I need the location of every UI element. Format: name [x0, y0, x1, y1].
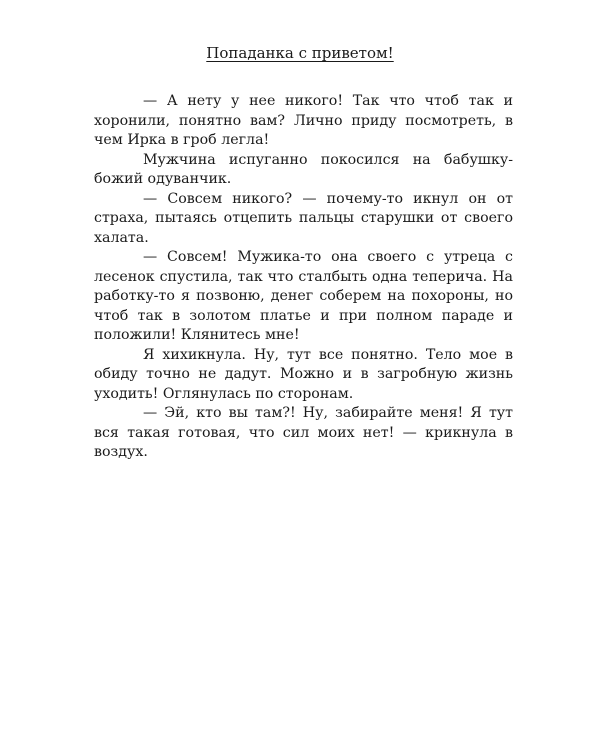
paragraph-2: Мужчина испуганно покосился на бабушку-божий одуванчик.	[94, 151, 513, 187]
chapter-title-text: Попаданка с приветом!	[206, 44, 394, 62]
paragraph-3: — Совсем никого? — почему-то икнул он от страха, пытаясь отцепить пальцы старушки от своего халата.	[94, 190, 513, 246]
paragraph-5: Я хихикнула. Ну, тут все понятно. Тело мое в обиду точно не дадут. Можно и в загробную жизнь уходить! Оглянулась по сторонам.	[94, 346, 513, 402]
paragraph-1: — А нету у нее никого! Так что чтоб так и хоронили, понятно вам? Лично приду посмотреть, в чем Ирка в гроб легла!	[94, 93, 513, 148]
paragraph-6: — Эй, кто вы там?! Ну, забирайте меня! Я тут вся такая готовая, что сил моих нет! — крикнула в воздух.	[94, 405, 513, 460]
paragraph-4: — Совсем! Мужика-то она своего с утреца с лесенок спустила, так что сталбыть одна теперича. На работку-то я позвоню, денег соберем на похороны, но чтоб так в золотом платье и при полном параде и положили! Клянитесь мне!	[94, 249, 513, 343]
chapter-title	[0, 44, 600, 62]
body-text	[94, 92, 513, 463]
